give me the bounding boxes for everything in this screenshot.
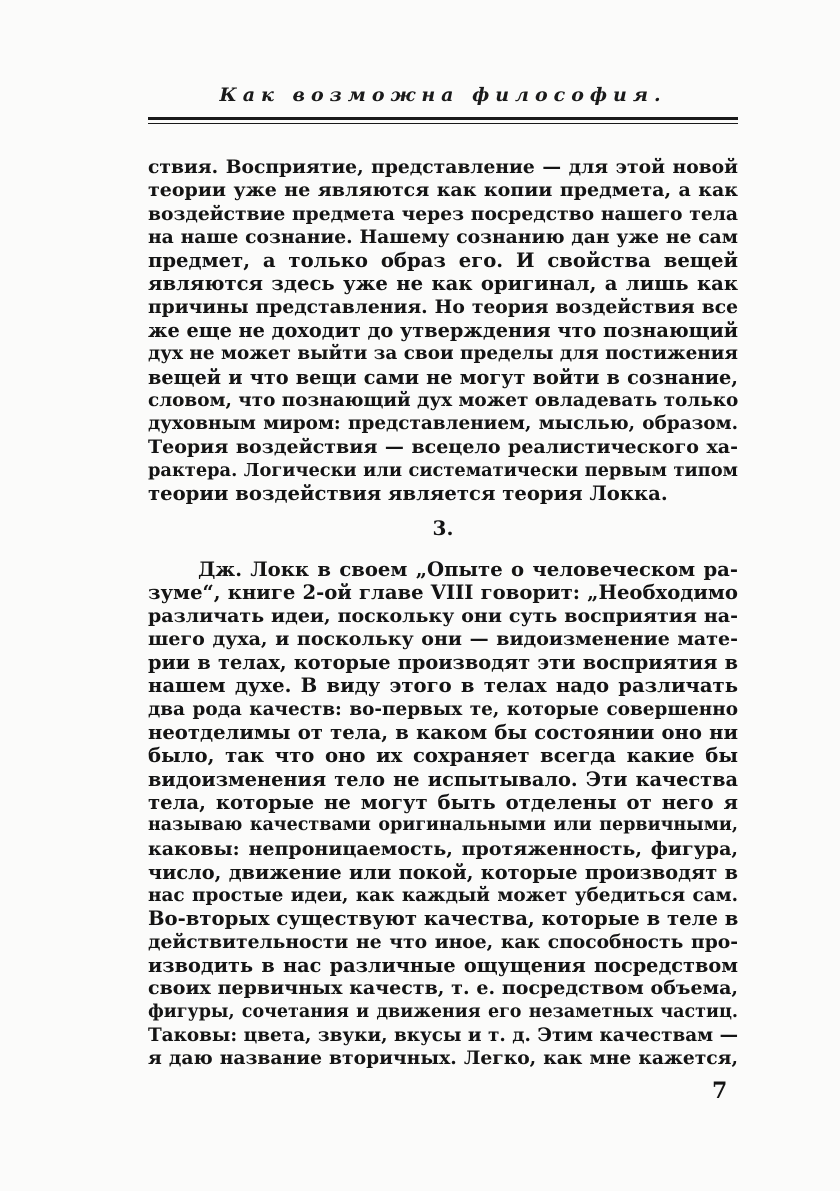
text-line: различать идеи, поскольку они суть восприятия на- bbox=[148, 604, 738, 627]
text-line: на наше сознание. Нашему сознанию дан уже не сам bbox=[148, 225, 738, 248]
text-line: видоизменения тело не испытывало. Эти качества bbox=[148, 767, 738, 791]
text-line: я даю название вторичных. Легко, как мне кажется, bbox=[148, 1047, 738, 1070]
text-line: духовным миром: представлением, мыслью, образом. bbox=[148, 413, 738, 435]
text-line: зуме“, книге 2-ой главе VIII говорит: „Необходимо bbox=[148, 581, 738, 605]
text-line: неотделимы от тела, в каком бы состоянии оно ни bbox=[148, 721, 738, 745]
text-line: вещей и что вещи сами не могут войти в сознание, bbox=[148, 365, 738, 389]
text-line: нас простые идеи, как каждый может убедиться сам. bbox=[148, 885, 738, 907]
text-line: фигуры, сочетания и движения его незаметных частиц. bbox=[148, 1001, 738, 1022]
text-line: называю качествами оригинальными или первичными, bbox=[148, 815, 738, 836]
text-line: каковы: непроницаемость, протяженность, фигура, bbox=[148, 837, 738, 860]
text-line: действительности не что иное, как способность про- bbox=[148, 930, 738, 953]
text-line: тела, которые не могут быть отделены от него я bbox=[148, 790, 738, 814]
text-line: теории воздействия является теория Локка. bbox=[148, 482, 668, 506]
text-line: рактера. Логически или систематически первым типом bbox=[148, 459, 738, 481]
section-number: 3. bbox=[432, 516, 454, 540]
text-line: число, движение или покой, которые производят в bbox=[148, 860, 738, 884]
paragraph-2 bbox=[148, 558, 738, 1071]
text-line: Дж. Локк в своем „Опыте о человеческом ра- bbox=[198, 558, 738, 581]
text-line: рии в телах, которые производят эти восприятия в bbox=[148, 651, 738, 675]
text-line: своих первичных качеств, т. е. посредством объема, bbox=[148, 977, 738, 1000]
text-line: ствия. Восприятие, представление — для этой новой bbox=[148, 156, 738, 178]
text-line: изводить в нас различные ощущения посредством bbox=[148, 954, 738, 978]
text-line: Во-вторых существуют качества, которые в теле в bbox=[148, 907, 738, 931]
text-line: теории уже не являются как копии предмета, а как bbox=[148, 179, 738, 202]
text-line: же еще не доходит до утверждения что познающий bbox=[148, 319, 738, 343]
text-line: являются здесь уже не как оригинал, а лишь как bbox=[148, 272, 738, 296]
text-line: шего духа, и поскольку они — видоизменение мате- bbox=[148, 627, 738, 650]
text-line: воздействие предмета через посредство нашего тела bbox=[148, 202, 738, 225]
text-line: словом, что познающий дух может овладевать только bbox=[148, 389, 738, 411]
page-number: 7 bbox=[712, 1078, 728, 1104]
text-line: причины представления. Но теория воздействия все bbox=[148, 295, 738, 318]
text-line: Теория воздействия — всецело реалистического ха- bbox=[148, 435, 738, 458]
header-rule-thin bbox=[148, 123, 738, 124]
text-line: было, так что оно их сохраняет всегда какие бы bbox=[148, 744, 738, 768]
text-line: дух не может выйти за свои пределы для постижения bbox=[148, 343, 738, 365]
text-line: два рода качеств: во-первых те, которые совершенно bbox=[148, 698, 738, 720]
text-line: предмет, а только образ его. И свойства вещей bbox=[148, 249, 738, 273]
text-line: Таковы: цвета, звуки, вкусы и т. д. Этим качествам — bbox=[148, 1024, 738, 1046]
running-title: Как возможна философия. bbox=[219, 84, 667, 106]
paragraph-1 bbox=[148, 156, 738, 505]
header-rule-thick bbox=[148, 117, 738, 120]
text-line: нашем духе. В виду этого в телах надо различать bbox=[148, 674, 738, 698]
